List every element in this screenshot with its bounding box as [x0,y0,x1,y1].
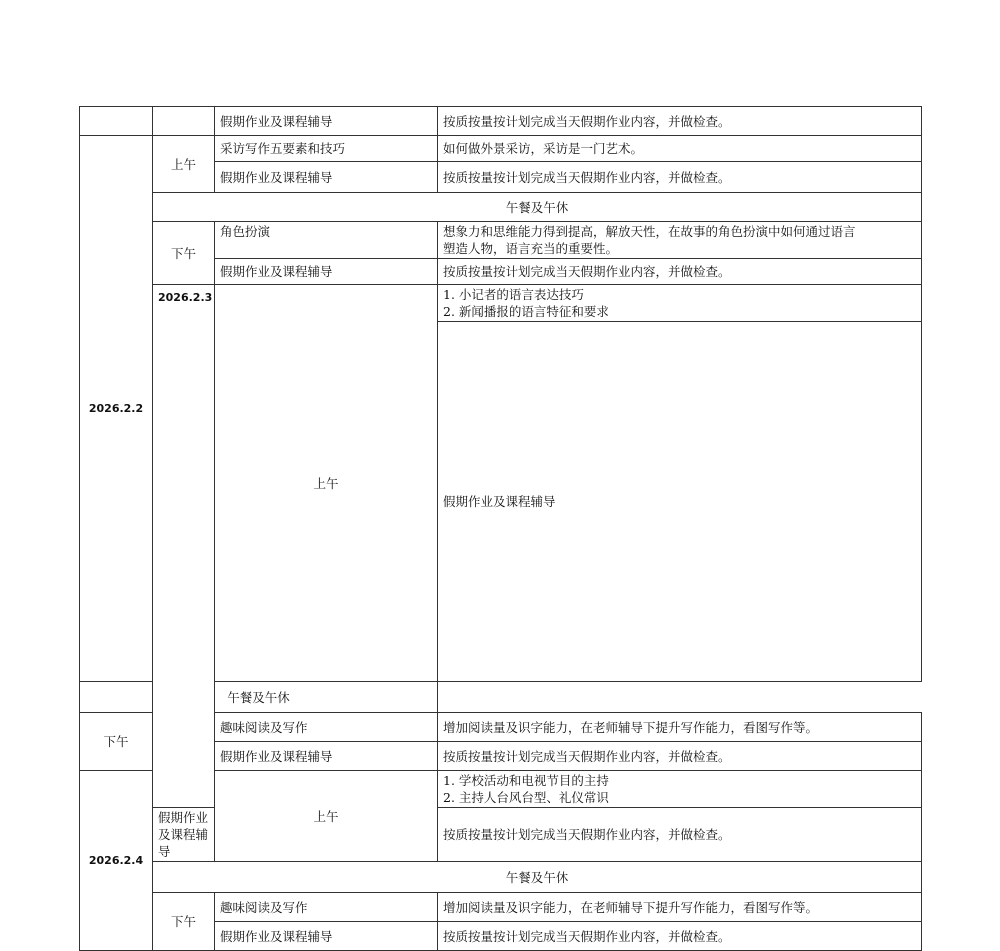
content-cell: 如何做外景采访，采访是一门艺术。 [438,136,922,162]
subject-line: 1. 小记者的语言表达技巧 [443,287,584,302]
subject-cell: 假期作业及课程辅导 [215,259,438,285]
content-line: 想象力和思维能力得到提高，解放天性，在故事的角色扮演中如何通过语言 [443,224,856,239]
period-afternoon: 下午 [153,893,215,951]
content-cell: 按质按量按计划完成当天假期作业内容，并做检查。 [438,808,922,862]
table-row [80,107,922,136]
subject-cell: 假期作业及课程辅导 [215,742,438,771]
subject-cell [438,285,922,322]
content-cell: 按质按量按计划完成当天假期作业内容，并做检查。 [438,259,922,285]
date-cell: 2026.2.2 [80,136,153,682]
subject-cell: 趣味阅读及写作 [215,893,438,922]
schedule-table [79,106,922,951]
lunch-break-row: 午餐及午休 [153,862,922,893]
period-afternoon: 下午 [153,222,215,285]
table-row [80,682,922,713]
table-row [80,222,922,259]
content-cell: 按质按量按计划完成当天假期作业内容，并做检查。 [438,742,922,771]
period-morning: 上午 [153,136,215,193]
period-morning: 上午 [215,285,438,682]
date-cell: 2026.2.3 [153,285,215,808]
table-row [80,862,922,893]
content-cell: 按质按量按计划完成当天假期作业内容，并做检查。 [438,162,922,193]
subject-line: 2. 主持人台风台型、礼仪常识 [443,790,609,805]
table-row [80,193,922,222]
period-cell [153,107,215,136]
content-cell [438,222,922,259]
subject-cell [438,771,922,808]
subject-cell: 假期作业及课程辅导 [438,322,922,682]
subject-line: 1. 学校活动和电视节目的主持 [443,773,609,788]
subject-line: 2. 新闻播报的语言特征和要求 [443,304,609,319]
period-morning: 上午 [215,771,438,862]
subject-cell: 假期作业及课程辅导 [215,107,438,136]
content-line: 塑造人物，语言充当的重要性。 [443,241,619,256]
table-row [80,136,922,162]
subject-cell: 假期作业及课程辅导 [215,162,438,193]
table-row [80,893,922,922]
lunch-break-row: 午餐及午休 [80,682,438,713]
subject-cell: 假期作业及课程辅导 [215,922,438,951]
table-row [80,808,922,862]
content-cell: 增加阅读量及识字能力，在老师辅导下提升写作能力，看图写作等。 [438,713,922,742]
lunch-break-row: 午餐及午休 [153,193,922,222]
date-cell: 2026.2.4 [80,771,153,951]
period-afternoon: 下午 [80,713,153,771]
content-cell: 增加阅读量及识字能力，在老师辅导下提升写作能力，看图写作等。 [438,893,922,922]
content-cell: 按质按量按计划完成当天假期作业内容，并做检查。 [438,107,922,136]
content-cell: 按质按量按计划完成当天假期作业内容，并做检查。 [438,922,922,951]
subject-cell: 趣味阅读及写作 [215,713,438,742]
subject-cell: 角色扮演 [215,222,438,259]
table-row [80,285,922,322]
date-cell [80,107,153,136]
subject-cell: 假期作业及课程辅导 [153,808,215,862]
subject-cell: 采访写作五要素和技巧 [215,136,438,162]
